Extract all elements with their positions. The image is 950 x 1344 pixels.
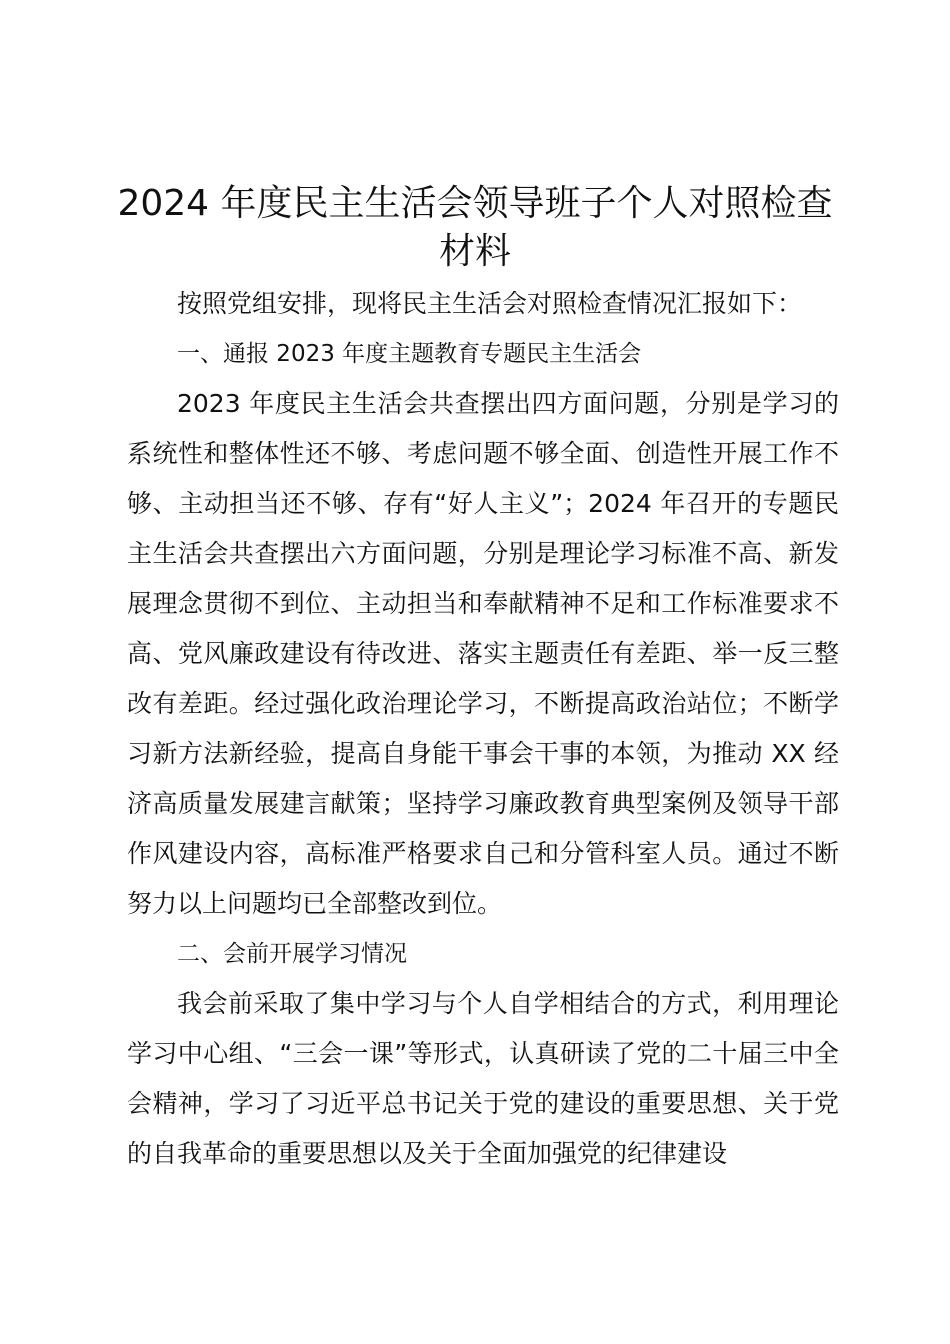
section-2-heading: 二、会前开展学习情况 — [177, 941, 407, 967]
section-2-paragraph: 我会前采取了集中学习与个人自学相结合的方式，利用理论学习中心组、“三会一课”等形式，认真研读了党的二十届三中全会精神，学习了习近平总书记关于党的建设的重要思想、关于党的自我革命的重要思想以及关于全面加强党的纪律建设 — [127, 989, 839, 1168]
document-title — [100, 180, 850, 276]
section-1-heading: 一、通报 2023 年度主题教育专题民主生活会 — [177, 341, 642, 367]
document-body — [127, 279, 839, 1179]
title-line-2: 材料 — [438, 231, 511, 272]
intro-paragraph: 按照党组安排，现将民主生活会对照检查情况汇报如下： — [177, 289, 803, 318]
title-line-1: 2024 年度民主生活会领导班子个人对照检查 — [117, 183, 833, 224]
section-1-paragraph: 2023 年度民主生活会共查摆出四方面问题，分别是学习的系统性和整体性还不够、考虑问题不够全面、创造性开展工作不够、主动担当还不够、存有“好人主义”；2024 年召开的专题民主生活会共查摆出六方面问题，分别是理论学习标准不高、新发展理念贯彻不到位、主动担当和奉献精神不足和工作标准要求不高、党风廉政建设有待改进、落实主题责任有差距、举一反三整改有差距。经过强化政治理论学习，不断提高政治站位；不断学习新方法新经验，提高自身能干事会干事的本领，为推动 XX 经济高质量发展建言献策；坚持学习廉政教育典型案例及领导干部作风建设内容，高标准严格要求自己和分管科室人员。通过不断努力以上问题均已全部整改到位。 — [127, 389, 839, 918]
